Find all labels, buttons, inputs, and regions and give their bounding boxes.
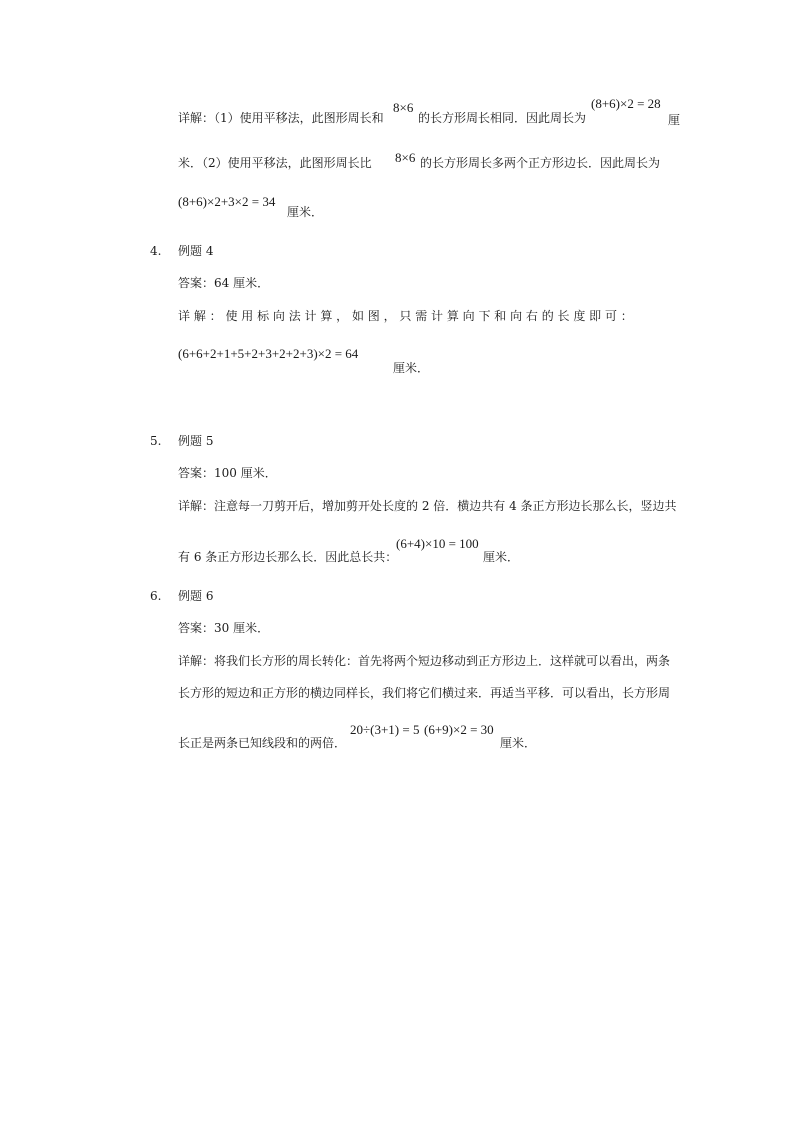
- detail-line: 长方形的短边和正方形的横边同样长，我们将它们横过来．再适当平移．可以看出，长方形周: [178, 686, 671, 700]
- detail-text: 的长方形周长相同．因此周长为: [418, 111, 587, 125]
- math-expression: (8+6)×2 = 28: [591, 96, 661, 111]
- math-expression: 20÷(3+1) = 5: [350, 722, 420, 737]
- detail-line: 详解：（1）使用平移法，此图形周长和: [178, 111, 384, 125]
- unit-text: 厘米．: [287, 205, 324, 219]
- item-title: 例题 4: [178, 244, 214, 258]
- item-title: 例题 6: [178, 589, 214, 603]
- math-expression: 8×6: [395, 150, 416, 165]
- item-number: 5.: [150, 434, 162, 448]
- math-expression: (6+6+2+1+5+2+3+2+2+3)×2 = 64: [178, 346, 359, 361]
- answer-line: 答案：64 厘米．: [178, 276, 270, 290]
- detail-line: 详 解 ： 使 用 标 向 法 计 算 ， 如 图 ， 只 需 计 算 向 下 和 向 右 的 长 度 即 可 ：: [178, 309, 633, 323]
- detail-line: 有 6 条正方形边长那么长．因此总长共：: [178, 550, 398, 564]
- answer-line: 答案：100 厘米．: [178, 466, 277, 480]
- math-expression: (6+9)×2 = 30: [424, 722, 494, 737]
- item-number: 4.: [150, 244, 162, 258]
- math-expression: 8×6: [393, 100, 414, 115]
- unit-text: 厘米．: [393, 361, 430, 375]
- unit-text: 厘米．: [483, 550, 520, 564]
- detail-line: 长正是两条已知线段和的两倍．: [178, 736, 347, 750]
- detail-line: 米．（2）使用平移法，此图形周长比: [178, 156, 372, 170]
- item-title: 例题 5: [178, 434, 214, 448]
- item-number: 6.: [150, 589, 162, 603]
- unit-text: 厘米．: [500, 736, 537, 750]
- math-expression: (6+4)×10 = 100: [396, 536, 479, 551]
- detail-line: 详解：注意每一刀剪开后，增加剪开处长度的 2 倍．横边共有 4 条正方形边长那么长，竖边共: [178, 499, 677, 513]
- detail-line: 详解：将我们长方形的周长转化：首先将两个短边移动到正方形边上．这样就可以看出，两条: [178, 654, 671, 668]
- answer-line: 答案：30 厘米．: [178, 621, 270, 635]
- detail-text: 厘: [668, 113, 681, 127]
- detail-text: 的长方形周长多两个正方形边长．因此周长为: [420, 156, 661, 170]
- math-expression: (8+6)×2+3×2 = 34: [178, 194, 276, 209]
